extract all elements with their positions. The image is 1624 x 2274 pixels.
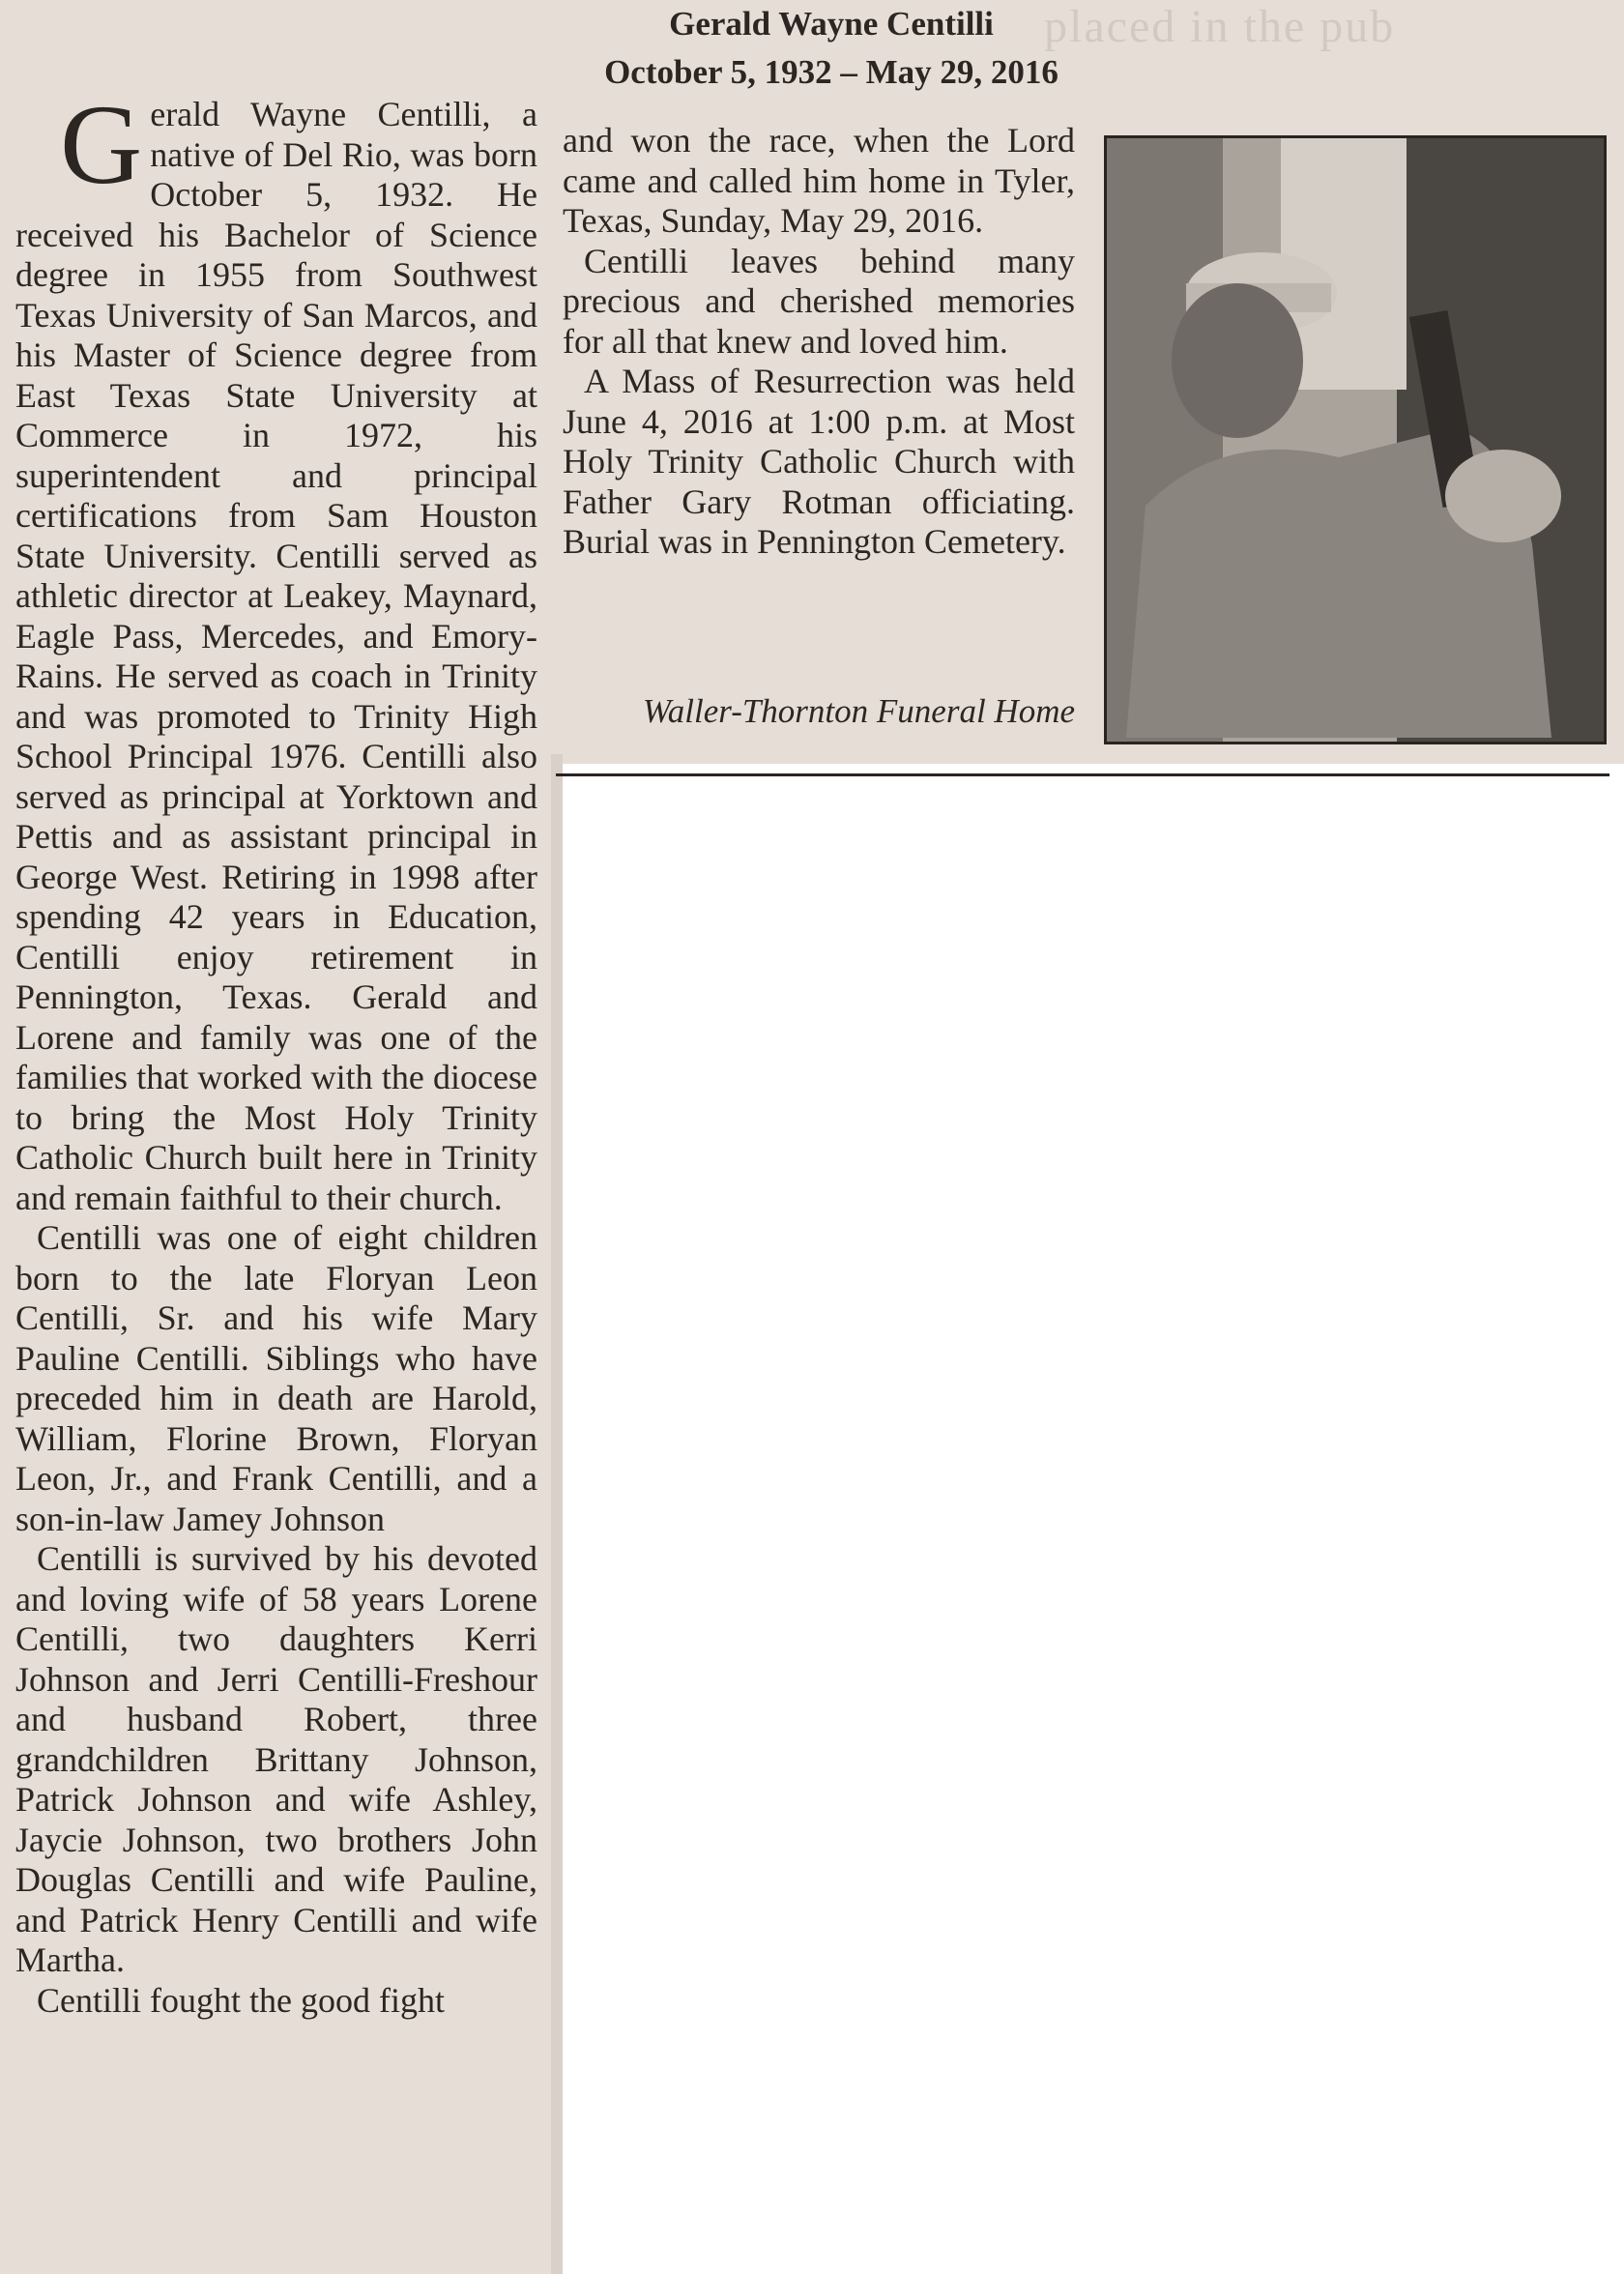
funeral-home-credit: Waller-Thornton Funeral Home bbox=[642, 692, 1075, 730]
obituary-column-1 bbox=[15, 81, 537, 2021]
obituary-paragraph-4-cont: and won the race, when the Lord came and called him home in Tyler, Texas, Sunday, May 29, 2016. bbox=[563, 121, 1075, 240]
obituary-photo bbox=[1104, 135, 1607, 744]
bleed-through-text: placed in the pub bbox=[1044, 1, 1396, 52]
obituary-lead: erald Wayne Centilli, bbox=[150, 95, 491, 133]
obituary-column-2 bbox=[563, 121, 1075, 563]
obituary-paragraph-4-start: Centilli fought the good fight bbox=[37, 1980, 445, 2020]
obituary-paragraph-6: A Mass of Resurrection was held June 4, 2016 at 1:00 p.m. at Most Holy Trinity Catholic Church with Father Gary Rotman officiating. Burial was in Pennington Cemetery. bbox=[563, 362, 1075, 561]
obituary-paragraph-3: Centilli is survived by his devoted and loving wife of 58 years Lorene Centilli, two daughters Kerri Johnson and Jerri Centilli-Freshour and husband Robert, three grandchildren Brittany Johnson, Patrick Johnson and wife Ashley, Jaycie Johnson, two brothers John Douglas Centilli and wife Pauline, and Patrick Henry Centilli and wife Martha. bbox=[15, 1539, 537, 1979]
obituary-p1-text: a native of Del Rio, was born October 5, 1932. He received his Bachelor of Science degree in 1955 from Southwest Texas University of San Marcos, and his Master of Science degree from East Texas State University at Commerce in 1972, his superintendent and principal certifications from Sam Houston State University. Centilli served as athletic director at Leakey, Maynard, Eagle Pass, Mercedes, and Emory-Rains. He served as coach in Trinity and was promoted to Trinity High School Principal 1976. Centilli also served as principal at Yorktown and Pettis and as assistant principal in George West. Retiring in 1998 after spending 42 years in Education, Centilli enjoy retirement in Pennington, Texas. Gerald and Lorene and family was one of the families that worked with the diocese to bring the Most Holy Trinity Catholic Church built here in Trinity and remain faithful to their church. bbox=[15, 95, 537, 1217]
obituary-paragraph-2: Centilli was one of eight children born to the late Floryan Leon Centilli, Sr. and his wife Mary Pauline Centilli. Siblings who have preceded him in death are Harold, William, Florine Brown, Floryan Leon, Jr., and Frank Centilli, and a son-in-law Jamey Johnson bbox=[15, 1218, 537, 1538]
obituary-dates: October 5, 1932 – May 29, 2016 bbox=[604, 53, 1058, 91]
man-in-baseball-cap-photo-icon bbox=[1107, 138, 1604, 742]
obituary-header bbox=[541, 0, 1121, 97]
obituary-name: Gerald Wayne Centilli bbox=[669, 5, 994, 43]
obituary-paragraph-5: Centilli leaves behind many precious and cherished memories for all that knew and loved him. bbox=[563, 241, 1075, 361]
clipping-divider bbox=[556, 773, 1610, 776]
obituary-paragraph-1 bbox=[15, 81, 537, 1218]
clipping-edge bbox=[551, 754, 563, 2274]
drop-cap: G bbox=[60, 81, 143, 208]
